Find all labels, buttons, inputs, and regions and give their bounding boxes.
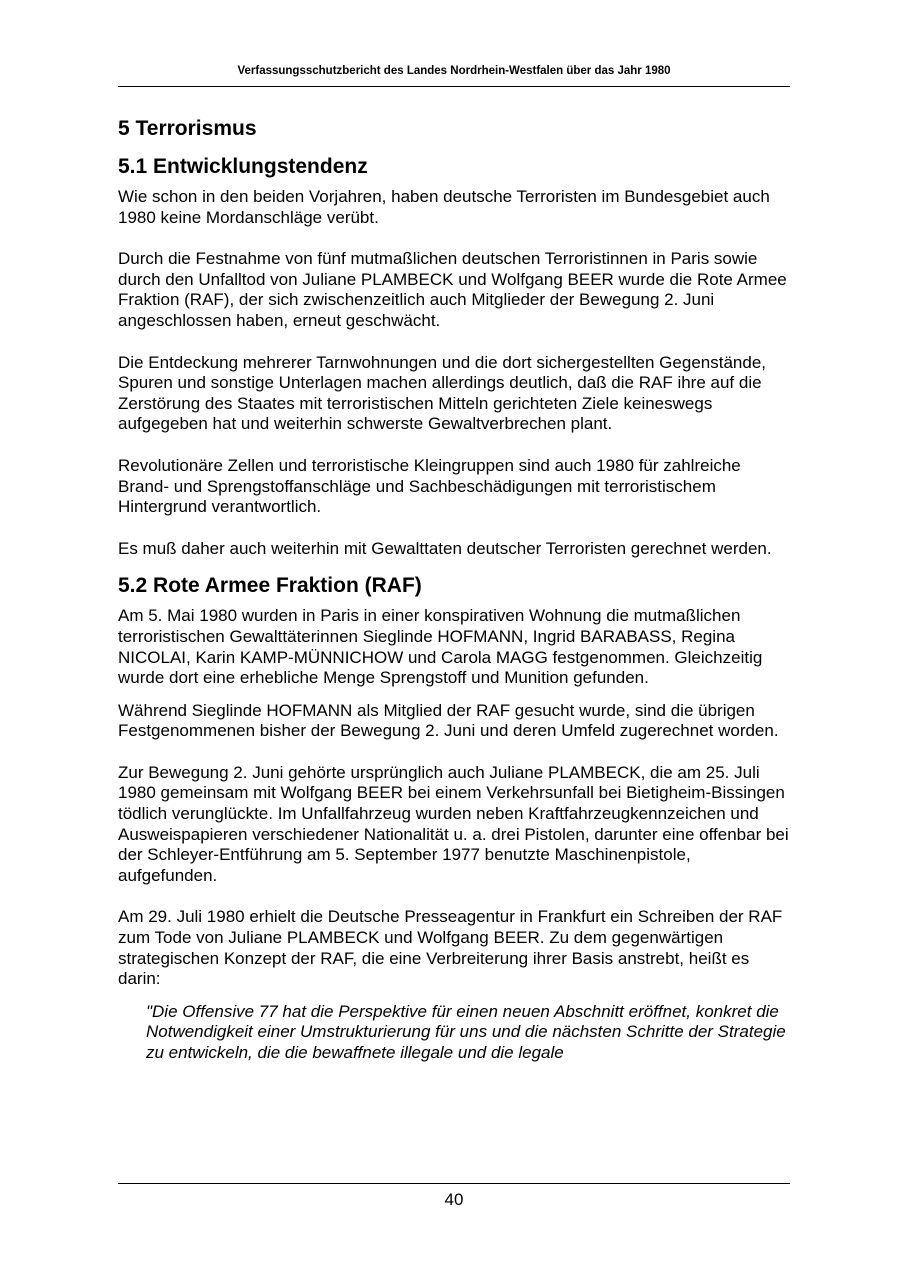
paragraph: Durch die Festnahme von fünf mutmaßlichen deutschen Terroristinnen in Paris sowie durch den Unfalltod von Juliane PLAMBECK und Wolfgang BEER wurde die Rote Armee Fraktion (RAF), der sich zwischenzeitlich auch Mitglieder der Bewegung 2. Juni angeschlossen haben, erneut geschwächt. (118, 249, 787, 330)
paragraph: Am 29. Juli 1980 erhielt die Deutsche Presseagentur in Frankfurt ein Schreiben der RAF zum Tode von Juliane PLAMBECK und Wolfgang BEER. Zu dem gegenwärtigen strategischen Konzept der RAF, die eine Verbreiterung ihrer Basis anstrebt, heißt es darin: (118, 907, 783, 989)
footer-divider (118, 1183, 790, 1184)
block-quote: "Die Offensive 77 hat die Perspektive für einen neuen Abschnitt eröffnet, konkret die Notwendigkeit einer Umstrukturierung für uns und die nächsten Schritte der Strategie zu entwickeln, die die bewaffnete illegale und die legale (146, 1001, 786, 1062)
paragraph: Zur Bewegung 2. Juni gehörte ursprünglich auch Juliane PLAMBECK, die am 25. Juli 1980 gemeinsam mit Wolfgang BEER bei einem Verkehrsunfall bei Bietigheim-Bissingen tödlich verunglückte. Im Unfallfahrzeug wurden neben Kraftfahrzeugkennzeichen und Ausweispapieren verschiedener Nationalität u. a. drei Pistolen, darunter eine offenbar bei der Schleyer-Entführung am 5. September 1977 benutzte Maschinenpistole, aufgefunden. (118, 762, 789, 885)
paragraph: Es muß daher auch weiterhin mit Gewalttaten deutscher Terroristen gerechnet werden. (118, 538, 772, 558)
chapter-title: 5 Terrorismus (118, 117, 257, 140)
paragraph: Wie schon in den beiden Vorjahren, haben deutsche Terroristen im Bundesgebiet auch 1980 keine Mordanschläge verübt. (118, 187, 770, 227)
paragraph: Am 5. Mai 1980 wurden in Paris in einer konspirativen Wohnung die mutmaßlichen terroristischen Gewalttäterinnen Sieglinde HOFMANN, Ingrid BARABASS, Regina NICOLAI, Karin KAMP-MÜNNICHOW und Carola MAGG festgenommen. Gleichzeitig wurde dort eine erhebliche Menge Sprengstoff und Munition gefunden. (118, 606, 763, 688)
section-title-raf: 5.2 Rote Armee Fraktion (RAF) (118, 574, 422, 598)
page-body (118, 114, 790, 1064)
paragraph: Die Entdeckung mehrerer Tarnwohnungen und die dort sichergestellten Gegenstände, Spuren und sonstige Unterlagen machen allerdings deutlich, daß die RAF ihre auf die Zerstörung des Staates mit terroristischen Mitteln gerichteten Ziele keineswegs aufgegeben hat und weiterhin schwerste Gewaltverbrechen plant. (118, 352, 766, 434)
paragraph: Revolutionäre Zellen und terroristische Kleingruppen sind auch 1980 für zahlreiche Brand- und Sprengstoffanschläge und Sachbeschädigungen mit terroristischem Hintergrund verantwortlich. (118, 455, 741, 517)
running-header: Verfassungsschutzbericht des Landes Nordrhein-Westfalen über das Jahr 1980 (237, 65, 671, 77)
header-divider (118, 86, 790, 87)
section-title-entwicklungstendenz: 5.1 Entwicklungstendenz (118, 155, 368, 178)
paragraph: Während Sieglinde HOFMANN als Mitglied der RAF gesucht wurde, sind die übrigen Festgenommenen bisher der Bewegung 2. Juni und deren Umfeld zugerechnet worden. (118, 700, 779, 741)
page-number: 40 (444, 1190, 464, 1209)
